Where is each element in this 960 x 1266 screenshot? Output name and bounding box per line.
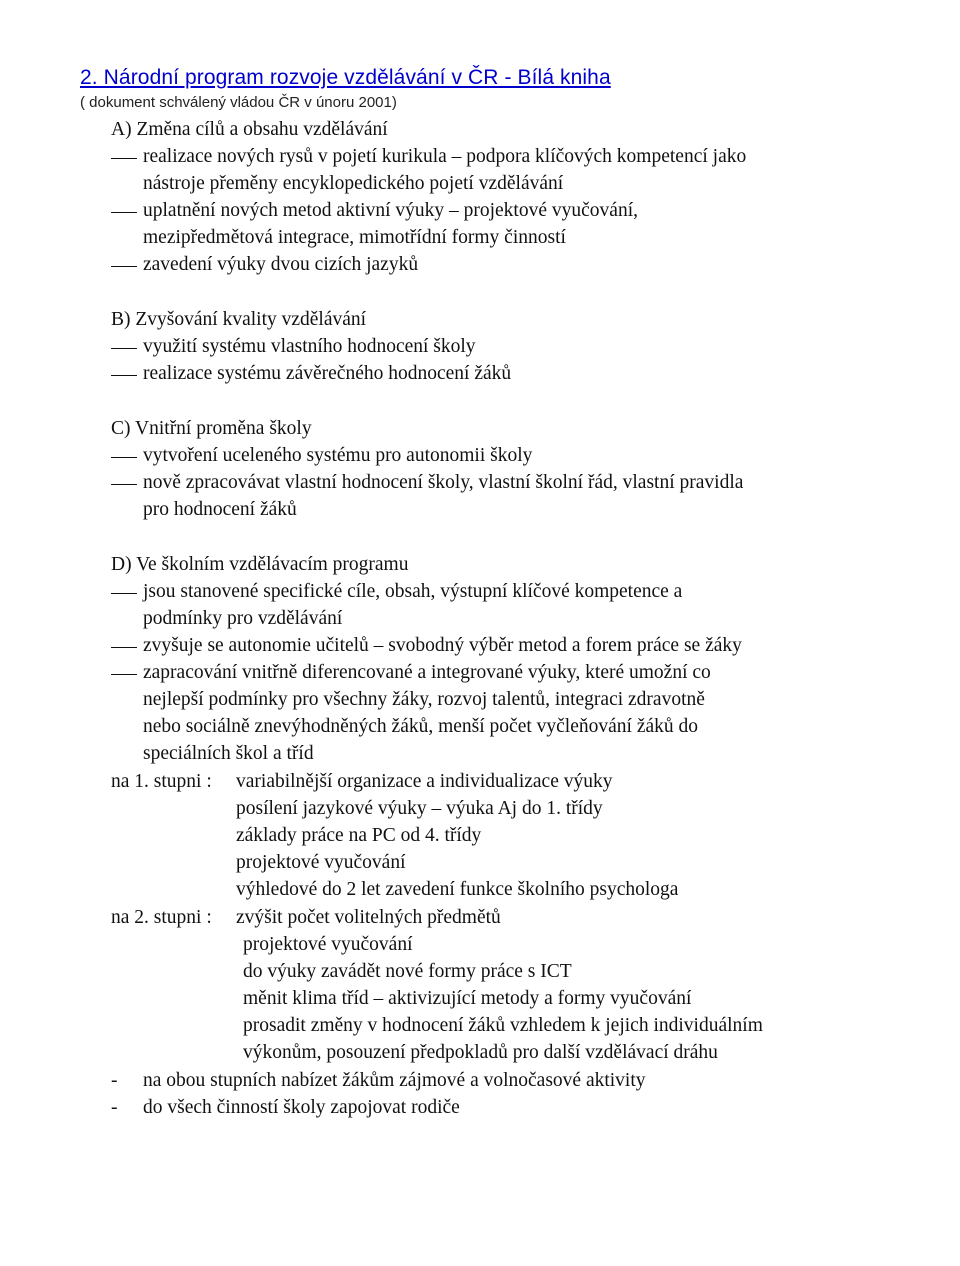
stage2-item: projektové vyučování (243, 934, 413, 955)
section-b-line: využití systému vlastního hodnocení školy (143, 336, 476, 357)
section-d-line: nejlepší podmínky pro všechny žáky, rozvoj talentů, integraci zdravotně (143, 689, 705, 710)
section-a-title: A) Změna cílů a obsahu vzdělávání (111, 119, 388, 140)
section-c-line: pro hodnocení žáků (143, 499, 297, 520)
section-b-title: B) Zvyšování kvality vzdělávání (111, 309, 367, 330)
section-d-line: speciálních škol a tříd (143, 743, 314, 764)
section-d-title: D) Ve školním vzdělávacím programu (111, 554, 409, 575)
dash-bullet (111, 457, 137, 458)
hyphen-bullet: - (111, 1097, 118, 1118)
stage2-label: na 2. stupni : (111, 907, 212, 928)
dash-bullet (111, 158, 137, 159)
stage2-item: zvýšit počet volitelných předmětů (236, 907, 501, 928)
dash-bullet (111, 674, 137, 675)
section-d-line: podmínky pro vzdělávání (143, 608, 343, 629)
stage1-item: základy práce na PC od 4. třídy (236, 825, 482, 846)
document-subtitle: ( dokument schválený vládou ČR v únoru 2001) (80, 94, 397, 111)
document-heading: 2. Národní program rozvoje vzdělávání v ČR - Bílá kniha (80, 66, 611, 89)
closing-item: do všech činností školy zapojovat rodiče (143, 1097, 460, 1118)
section-b-line: realizace systému závěrečného hodnocení žáků (143, 363, 512, 384)
dash-bullet (111, 212, 137, 213)
section-d-line: zapracování vnitřně diferencované a integrované výuky, které umožní co (143, 662, 711, 683)
closing-item: na obou stupních nabízet žákům zájmové a volnočasové aktivity (143, 1070, 646, 1091)
dash-bullet (111, 266, 137, 267)
section-c-title: C) Vnitřní proměna školy (111, 418, 312, 439)
stage1-item: posílení jazykové výuky – výuka Aj do 1. třídy (236, 798, 603, 819)
dash-bullet (111, 348, 137, 349)
stage1-item: projektové vyučování (236, 852, 406, 873)
dash-bullet (111, 375, 137, 376)
section-a-line: mezipředmětová integrace, mimotřídní formy činností (143, 227, 566, 248)
stage2-item: výkonům, posouzení předpokladů pro další vzdělávací dráhu (243, 1042, 718, 1063)
dash-bullet (111, 647, 137, 648)
stage1-label: na 1. stupni : (111, 771, 212, 792)
section-a-line: realizace nových rysů v pojetí kurikula – podpora klíčových kompetencí jako (143, 146, 747, 167)
section-a-line: nástroje přeměny encyklopedického pojetí vzdělávání (143, 173, 564, 194)
stage2-item: měnit klima tříd – aktivizující metody a formy vyučování (243, 988, 692, 1009)
stage2-item: prosadit změny v hodnocení žáků vzhledem k jejich individuálním (243, 1015, 763, 1036)
section-d-line: zvyšuje se autonomie učitelů – svobodný výběr metod a forem práce se žáky (143, 635, 742, 656)
section-c-line: vytvoření uceleného systému pro autonomii školy (143, 445, 533, 466)
section-d-line: nebo sociálně znevýhodněných žáků, menší počet vyčleňování žáků do (143, 716, 699, 737)
hyphen-bullet: - (111, 1070, 118, 1091)
stage1-item: variabilnější organizace a individualizace výuky (236, 771, 613, 792)
section-c-line: nově zpracovávat vlastní hodnocení školy, vlastní školní řád, vlastní pravidla (143, 472, 744, 493)
dash-bullet (111, 593, 137, 594)
stage1-item: výhledové do 2 let zavedení funkce školního psychologa (236, 879, 679, 900)
section-a-line: zavedení výuky dvou cizích jazyků (143, 254, 419, 275)
dash-bullet (111, 484, 137, 485)
section-d-line: jsou stanovené specifické cíle, obsah, výstupní klíčové kompetence a (143, 581, 683, 602)
section-a-line: uplatnění nových metod aktivní výuky – projektové vyučování, (143, 200, 638, 221)
stage2-item: do výuky zavádět nové formy práce s ICT (243, 961, 572, 982)
